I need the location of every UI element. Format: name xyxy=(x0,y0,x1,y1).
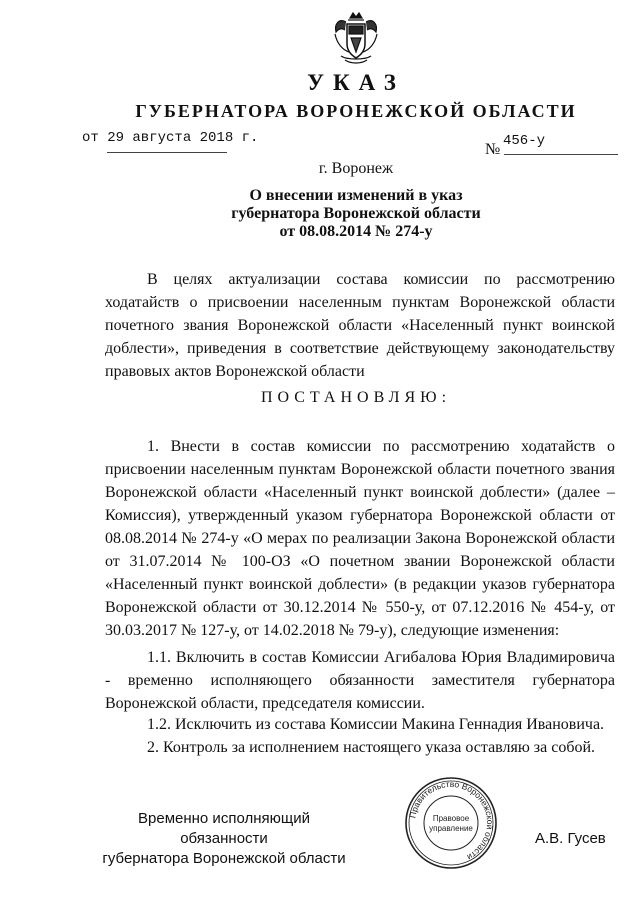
clause-1-1: 1.1. Включить в состав Комиссии Агибалова Юрия Владимировича - временно исполняющего обязанности заместителя губернатора Воронежской области, председателя комиссии. xyxy=(105,649,615,712)
stamp-ring-text: Правительство Воронежской области xyxy=(407,778,496,863)
subject-line-2: губернатора Воронежской области xyxy=(231,205,481,222)
issuer-title: ГУБЕРНАТОРА ВОРОНЕЖСКОЙ ОБЛАСТИ xyxy=(135,101,577,121)
subject-line-1: О внесении изменений в указ xyxy=(249,187,463,204)
signatory-name: А.В. Гусев xyxy=(535,830,606,847)
position-line-1: Временно исполняющий обязанности xyxy=(138,810,310,847)
clause-2: 2. Контроль за исполнением настоящего указа оставляю за собой. xyxy=(147,739,596,756)
preamble-paragraph: В целях актуализации состава комиссии по рассмотрению ходатайств о присвоении населенным пунктам Воронежской области почетного звания Воронежской области «Населенный пункт воинской доблести», приведения в соответствие действующему законодательству правовых актов Воронежской области xyxy=(105,271,615,380)
document-type-title: УКАЗ xyxy=(307,70,405,95)
number-sign: № xyxy=(485,141,501,158)
clause-1-2: 1.2. Исключить из состава Комиссии Макина Геннадия Ивановича. xyxy=(147,716,605,733)
coat-of-arms-icon xyxy=(331,10,381,68)
position-line-2: губернатора Воронежской области xyxy=(102,850,346,867)
date-underline xyxy=(107,152,227,153)
subject-line-3: от 08.08.2014 № 274-у xyxy=(279,223,433,240)
number-underline xyxy=(504,154,618,155)
stamp-center-line-2: управление xyxy=(429,824,473,833)
signatory-position xyxy=(100,809,348,869)
clause-1: 1. Внести в состав комиссии по рассмотрению ходатайств о присвоении населенным пунктам Воронежской области почетного звания Воронежской области «Населенный пункт воинской доблести» (далее – Комиссия), утвержденный указом губернатора Воронежской области от 08.08.2014 № 274-у «О мерах по реализации Закона Воронежской области от 31.07.2014 № 100-ОЗ «О почетном звании Воронежской области «Населенный пункт воинской доблести» (в редакции указов губернатора Воронежской области от 30.12.2014 № 550-у, от 07.12.2016 № 454-у, от 30.03.2017 № 127-у, от 14.02.2018 № 79-у), следующие изменения: xyxy=(105,438,615,639)
city-name: г. Воронеж xyxy=(318,160,394,177)
decree-heading: ПОСТАНОВЛЯЮ: xyxy=(260,389,452,406)
stamp-center-line-1: Правовое xyxy=(432,814,470,823)
official-stamp xyxy=(404,776,498,870)
document-subject xyxy=(0,187,640,241)
document-date: от 29 августа 2018 г. xyxy=(82,130,259,146)
document-number: 456-у xyxy=(503,133,546,149)
